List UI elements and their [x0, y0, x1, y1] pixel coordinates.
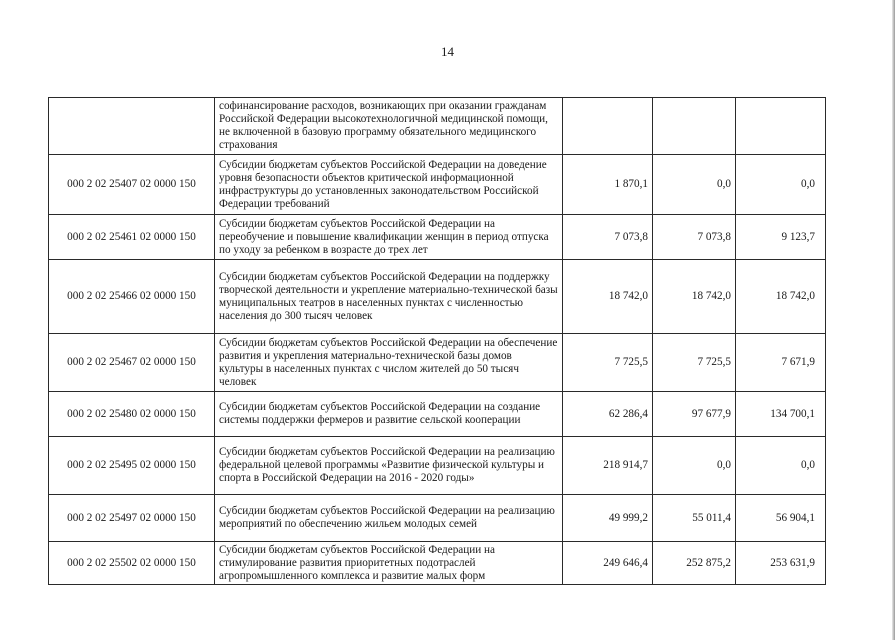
amount-year2-cell: 7 073,8 [653, 215, 736, 260]
table-row [49, 495, 826, 542]
table-row [49, 437, 826, 495]
amount-year3-cell: 253 631,9 [736, 542, 826, 585]
amount-year1-cell: 62 286,4 [563, 392, 653, 437]
budget-code-cell: 000 2 02 25407 02 0000 150 [49, 155, 215, 215]
description-cell: софинансирование расходов, возникающих при оказании гражданам Российской Федерации высокотехнологичной медицинской помощи, не включенной в базовую программу обязательного медицинского страхования [215, 98, 563, 155]
amount-year3-cell: 134 700,1 [736, 392, 826, 437]
amount-year1-cell: 49 999,2 [563, 495, 653, 542]
amount-year2-cell [653, 98, 736, 155]
table-row [49, 155, 826, 215]
amount-year1-cell: 7 725,5 [563, 334, 653, 392]
description-cell: Субсидии бюджетам субъектов Российской Федерации на доведение уровня безопасности объектов критической информационной инфраструктуры до установленных законодательством Российской Федерации требований [215, 155, 563, 215]
description-cell: Субсидии бюджетам субъектов Российской Федерации на реализацию федеральной целевой программы «Развитие физической культуры и спорта в Российской Федерации на 2016 - 2020 годы» [215, 437, 563, 495]
budget-code-cell: 000 2 02 25495 02 0000 150 [49, 437, 215, 495]
amount-year2-cell: 18 742,0 [653, 260, 736, 334]
description-cell: Субсидии бюджетам субъектов Российской Федерации на обеспечение развития и укрепления материально-технической базы домов культуры в населенных пунктах с числом жителей до 50 тысяч человек [215, 334, 563, 392]
amount-year2-cell: 97 677,9 [653, 392, 736, 437]
amount-year2-cell: 0,0 [653, 437, 736, 495]
budget-code-cell: 000 2 02 25467 02 0000 150 [49, 334, 215, 392]
table-row [49, 215, 826, 260]
amount-year1-cell: 7 073,8 [563, 215, 653, 260]
amount-year2-cell: 252 875,2 [653, 542, 736, 585]
table-row [49, 260, 826, 334]
description-cell: Субсидии бюджетам субъектов Российской Федерации на реализацию мероприятий по обеспечению жильем молодых семей [215, 495, 563, 542]
table-row [49, 392, 826, 437]
table-row [49, 334, 826, 392]
amount-year3-cell: 56 904,1 [736, 495, 826, 542]
amount-year3-cell: 9 123,7 [736, 215, 826, 260]
table-row [49, 542, 826, 585]
amount-year3-cell: 0,0 [736, 155, 826, 215]
budget-code-cell: 000 2 02 25466 02 0000 150 [49, 260, 215, 334]
amount-year3-cell: 7 671,9 [736, 334, 826, 392]
amount-year1-cell: 1 870,1 [563, 155, 653, 215]
budget-revenue-table [48, 97, 826, 585]
amount-year3-cell: 0,0 [736, 437, 826, 495]
amount-year3-cell: 18 742,0 [736, 260, 826, 334]
amount-year2-cell: 0,0 [653, 155, 736, 215]
amount-year2-cell: 55 011,4 [653, 495, 736, 542]
amount-year3-cell [736, 98, 826, 155]
amount-year2-cell: 7 725,5 [653, 334, 736, 392]
description-cell: Субсидии бюджетам субъектов Российской Федерации на стимулирование развития приоритетных подотраслей агропромышленного комплекса и развитие малых форм [215, 542, 563, 585]
budget-code-cell: 000 2 02 25480 02 0000 150 [49, 392, 215, 437]
description-cell: Субсидии бюджетам субъектов Российской Федерации на создание системы поддержки фермеров и развитие сельской кооперации [215, 392, 563, 437]
table-row [49, 98, 826, 155]
budget-code-cell: 000 2 02 25497 02 0000 150 [49, 495, 215, 542]
page-number: 14 [441, 44, 454, 59]
budget-code-cell [49, 98, 215, 155]
amount-year1-cell [563, 98, 653, 155]
budget-code-cell: 000 2 02 25461 02 0000 150 [49, 215, 215, 260]
amount-year1-cell: 18 742,0 [563, 260, 653, 334]
description-cell: Субсидии бюджетам субъектов Российской Федерации на переобучение и повышение квалификации женщин в период отпуска по уходу за ребенком в возрасте до трех лет [215, 215, 563, 260]
budget-code-cell: 000 2 02 25502 02 0000 150 [49, 542, 215, 585]
amount-year1-cell: 249 646,4 [563, 542, 653, 585]
description-cell: Субсидии бюджетам субъектов Российской Федерации на поддержку творческой деятельности и укрепление материально-технической базы муниципальных театров в населенных пунктах с численностью населения до 300 тысяч человек [215, 260, 563, 334]
amount-year1-cell: 218 914,7 [563, 437, 653, 495]
